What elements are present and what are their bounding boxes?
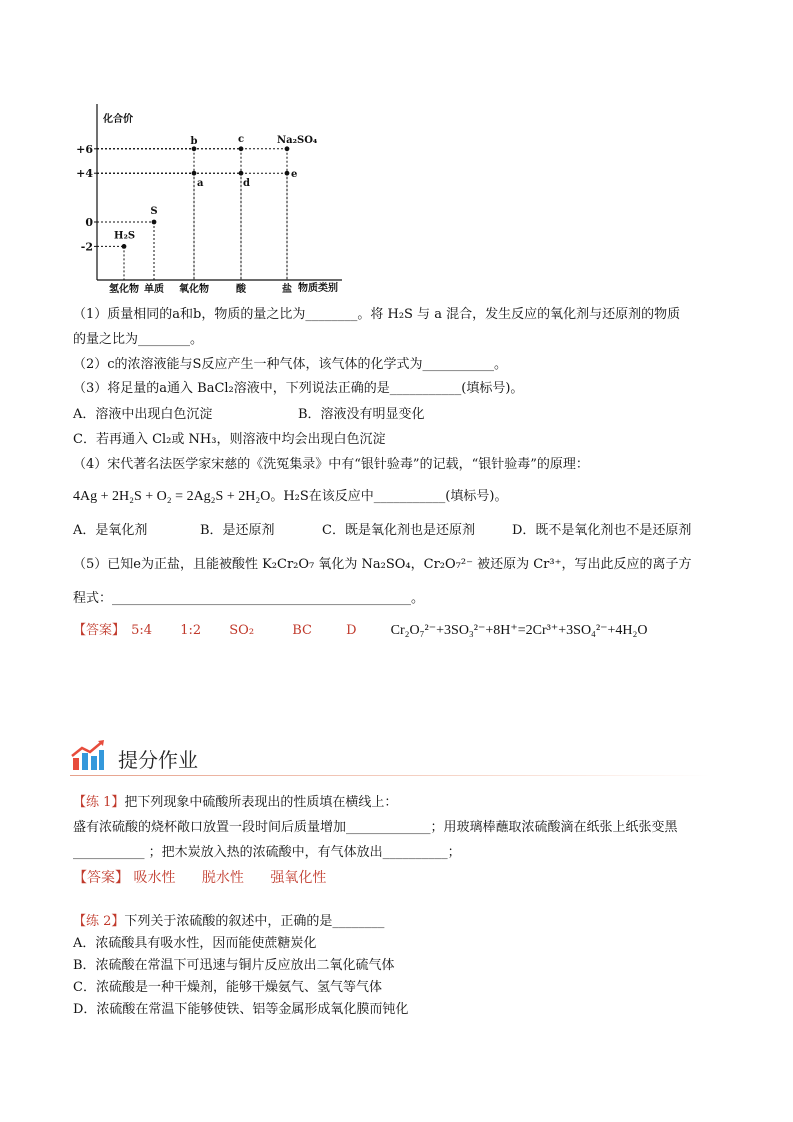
ex1-answer-row xyxy=(73,868,326,888)
x-axis-label: 物质类别 xyxy=(298,283,338,294)
q3-stem: （3）将足量的a通入 BaCl₂溶液中，下列说法正确的是___________(填标号)。 xyxy=(73,381,524,396)
q4-option-a: A．是氧化剂 xyxy=(73,523,148,538)
y-tick-label: +6 xyxy=(76,142,93,156)
data-point xyxy=(285,171,290,176)
ex2-option-d: D．浓硫酸在常温下能够使铁、铝等金属形成氧化膜而钝化 xyxy=(73,1002,409,1017)
x-category-label: 单质 xyxy=(144,284,164,295)
ex1-answer-1: 吸水性 xyxy=(133,870,176,886)
section-divider xyxy=(70,775,710,776)
data-point xyxy=(285,146,290,151)
ex2-stem: 下列关于浓硫酸的叙述中，正确的是________ xyxy=(124,914,385,929)
q4-equation-line xyxy=(73,487,507,507)
ex2-stem-line xyxy=(73,912,384,932)
answer-row xyxy=(73,621,648,641)
point-label: a xyxy=(197,178,204,190)
answer-item-2: 1:2 xyxy=(180,623,202,638)
x-category-label: 氧化物 xyxy=(179,284,209,295)
y-tick-label: -2 xyxy=(80,240,93,254)
point-label: c xyxy=(237,133,245,145)
section-title: 提分作业 xyxy=(118,748,198,772)
answer-item-6: Cr₂O₇²⁻+3SO₃²⁻+8H⁺=2Cr³⁺+3SO₄²⁻+4H₂O xyxy=(390,623,648,638)
q3-option-a: A．溶液中出现白色沉淀 xyxy=(73,407,213,422)
q4-stem: （4）宋代著名法医学家宋慈的《洗冤集录》中有“银针验毒”的记载，“银针验毒”的原理： xyxy=(73,457,589,472)
ex1-tag: 【练 1】 xyxy=(73,795,125,810)
chart-axes xyxy=(97,104,342,280)
q4-option-b: B．是还原剂 xyxy=(200,523,275,538)
point-label: e xyxy=(291,169,298,181)
q3-option-b: B．溶液没有明显变化 xyxy=(298,407,425,422)
ex1-line2: 盛有浓硫酸的烧杯敞口放置一段时间后质量增加_____________；用玻璃棒蘸取浓硫酸滴在纸张上纸张变黑 xyxy=(73,820,678,835)
ex1-stem-line xyxy=(73,793,397,813)
x-category-label: 氢化物 xyxy=(109,284,139,295)
point-label: S xyxy=(150,206,158,217)
q3-option-c: C．若再通入 Cl₂或 NH₃，则溶液中均会出现白色沉淀 xyxy=(73,432,386,447)
data-point xyxy=(122,244,127,249)
y-tick-label: 0 xyxy=(85,216,93,229)
ex1-answer-3: 强氧化性 xyxy=(270,870,327,886)
point-label: b xyxy=(190,135,198,147)
q4-option-d: D．既不是氧化剂也不是还原剂 xyxy=(512,523,692,538)
ex1-stem: 把下列现象中硫酸所表现出的性质填在横线上： xyxy=(124,795,398,810)
answer-item-4: BC xyxy=(292,623,312,638)
x-category-label: 酸 xyxy=(236,284,246,295)
ex2-option-b: B．浓硫酸在常温下可迅速与铜片反应放出二氧化硫气体 xyxy=(73,958,395,973)
ex1-answer-2: 脱水性 xyxy=(201,870,244,886)
q1-line1: （1）质量相同的a和b，物质的量之比为________。将 H₂S 与 a 混合，发生反应的氧化剂与还原剂的物质 xyxy=(73,307,681,322)
q4-after: 。H₂S在该反应中___________(填标号)。 xyxy=(270,489,508,504)
y-tick-label: +4 xyxy=(76,167,93,181)
q5-line1: （5）已知e为正盐，且能被酸性 K₂Cr₂O₇ 氧化为 Na₂SO₄，Cr₂O₇²⁻ 被还原为 Cr³⁺，写出此反应的离子方 xyxy=(73,557,692,572)
q1-line2: 的量之比为________。 xyxy=(73,332,204,347)
ex2-option-a: A．浓硫酸具有吸水性，因而能使蔗糖炭化 xyxy=(73,936,317,951)
x-category-label: 盐 xyxy=(282,284,292,295)
ex2-option-c: C．浓硫酸是一种干燥剂，能够干燥氨气、氢气等气体 xyxy=(73,980,382,995)
answer-item-1: 5:4 xyxy=(131,623,153,638)
point-label: H₂S xyxy=(114,230,136,242)
y-axis-label: 化合价 xyxy=(103,114,133,125)
q4-equation: 4Ag + 2H₂S + O₂ = 2Ag₂S + 2H₂O xyxy=(73,489,271,504)
point-label: Na₂SO₄ xyxy=(277,134,318,146)
valence-chart xyxy=(76,100,350,300)
answer-item-5: D xyxy=(346,623,357,638)
answer-item-3: SO₂ xyxy=(229,623,255,638)
q5-line2: 程式：______________________________________________。 xyxy=(73,591,425,606)
q2-line: （2）c的浓溶液能与S反应产生一种气体，该气体的化学式为___________。 xyxy=(73,357,507,372)
point-label: d xyxy=(243,178,250,190)
answer-tag: 【答案】 xyxy=(73,623,126,638)
data-point xyxy=(152,220,157,225)
ex1-answer-tag: 【答案】 xyxy=(73,870,129,886)
q4-option-c: C．既是氧化剂也是还原剂 xyxy=(322,523,475,538)
ex1-line3: ___________ ；把木炭放入热的浓硫酸中，有气体放出__________； xyxy=(73,845,461,860)
ex2-tag: 【练 2】 xyxy=(73,914,125,929)
chart-growth-icon xyxy=(70,740,106,772)
